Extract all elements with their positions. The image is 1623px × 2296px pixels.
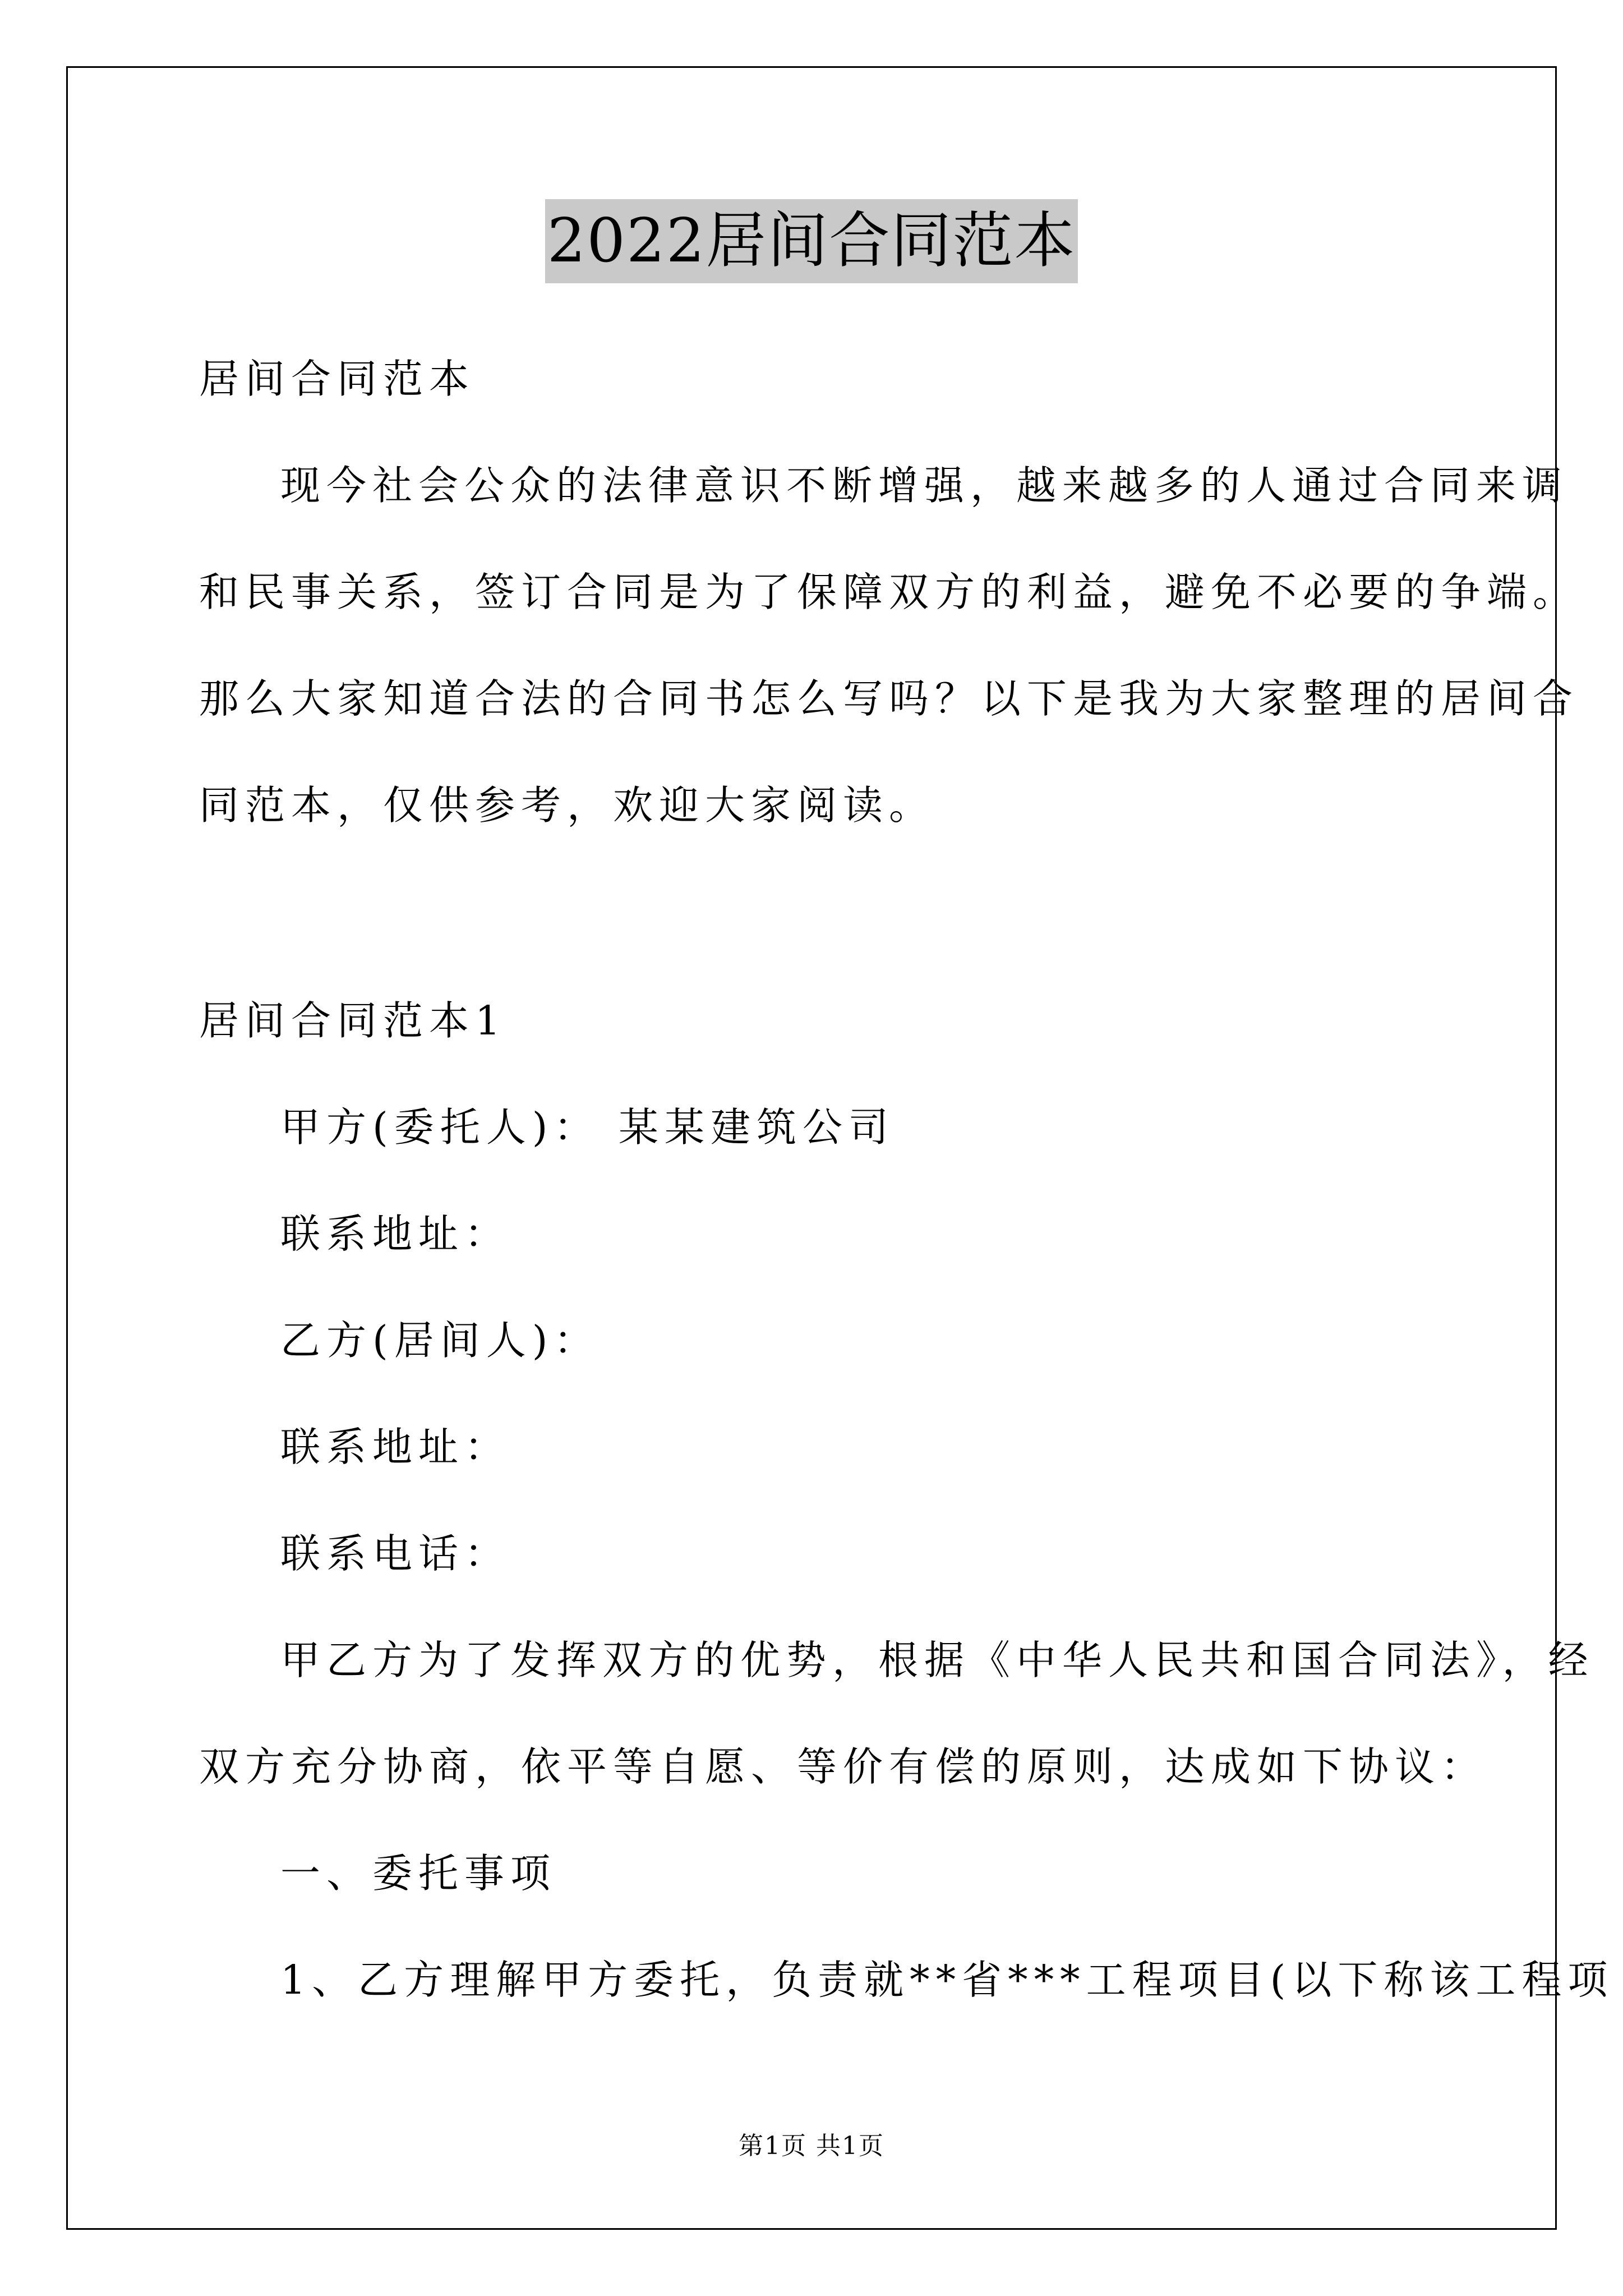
document-title: 2022居间合同范本 <box>545 199 1078 283</box>
phone-line: 联系电话： <box>280 1530 511 1577</box>
page-footer: 第1页 共1页 <box>739 2132 884 2160</box>
address-line: 联系地址： <box>280 1211 511 1257</box>
paragraph-line: 和民事关系，签订合同是为了保障双方的利益，避免不必要的争端。 <box>199 569 1579 615</box>
section-heading: 居间合同范本 <box>199 356 476 402</box>
paragraph-line: 那么大家知道合法的合同书怎么写吗？以下是我为大家整理的居间合 <box>199 675 1579 722</box>
title-wrap <box>0 199 1623 283</box>
address-line: 联系地址： <box>280 1424 511 1470</box>
party-b-line: 乙方(居间人)： <box>280 1317 600 1364</box>
party-a-line: 甲方(委托人)： 某某建筑公司 <box>280 1104 895 1151</box>
paragraph-line: 同范本，仅供参考，欢迎大家阅读。 <box>199 782 935 829</box>
clause-heading: 一、委托事项 <box>280 1850 557 1897</box>
section-heading: 居间合同范本1 <box>199 997 507 1044</box>
paragraph-line: 甲乙方为了发挥双方的优势，根据《中华人民共和国合同法》，经 <box>280 1637 1594 1683</box>
clause-line: 1、乙方理解甲方委托，负责就**省***工程项目(以下称该工程项 <box>280 1957 1614 2003</box>
paragraph-line: 现今社会公众的法律意识不断增强，越来越多的人通过合同来调 <box>280 462 1569 509</box>
paragraph-line: 双方充分协商，依平等自愿、等价有偿的原则，达成如下协议： <box>199 1743 1487 1790</box>
